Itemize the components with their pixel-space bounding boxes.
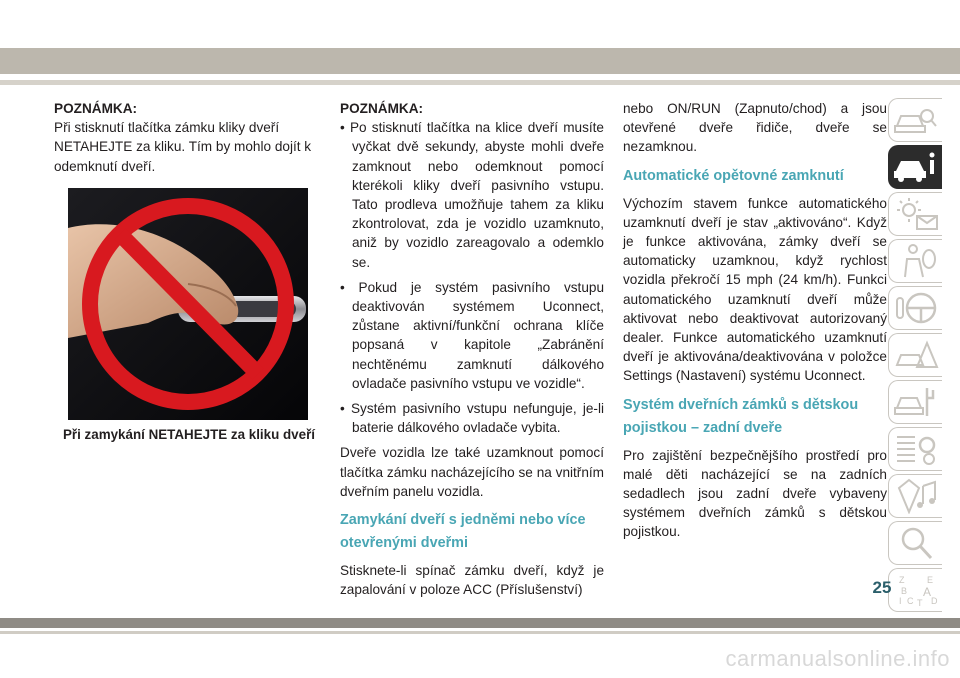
svg-text:C: C [907, 596, 914, 606]
tab-alphabet-index[interactable] [888, 568, 942, 612]
section-heading: Zamykání dveří s jedněmi nebo více otevřenými dveřmi [340, 512, 586, 552]
svg-text:D: D [931, 596, 938, 606]
column-2 [340, 99, 604, 605]
tab-steering-wheel[interactable] [888, 286, 942, 330]
airbag-person-icon [893, 243, 939, 279]
hazard-triangle-icon [893, 337, 939, 373]
tab-hazard[interactable] [888, 333, 942, 377]
note-bullet: • Systém pasivního vstupu nefunguje, je-li baterie dálkového ovladače vybita. [340, 401, 604, 436]
top-band [0, 48, 960, 74]
car-info-icon [893, 149, 939, 185]
chapter-tabs [888, 98, 944, 615]
steering-wheel-icon [893, 290, 939, 326]
bottom-rule [0, 631, 960, 634]
tab-settings-list[interactable] [888, 427, 942, 471]
note-bullet: • Pokud je systém pasivního vstupu deaktivován systémem Uconnect, zůstane aktivní/funkční ochrana klíče popsaná v kapitole „Zabránění nechtěnému zamknutí dálkového ovladače pasivního vstupu ve vozidle“. [340, 279, 604, 391]
note-bullet: • Po stisknutí tlačítka na klice dveří musíte vyčkat dvě sekundy, abyste mohli dveře zamknout nebo odemknout pomocí kterékoli kliky dveří pasivního vstupu. Tato prodleva umožňuje tahem za kliku zkontrolovat, zda je vozidlo uzamknuto, aniž by vozidlo zareagovalo a odemklo se. [340, 120, 604, 270]
svg-text:B: B [901, 586, 908, 596]
settings-list-icon [893, 431, 939, 467]
bottom-band [0, 618, 960, 628]
paragraph: Výchozím stavem funkce automatického uzamknutí dveří je stav „aktivováno“. Když je funkce aktivována, zámky dveří se automaticky uzamknou, když rychlost vozidla překročí 15 mph (24 km/h). Funkci automatického uzamknutí dveří může aktivovat nebo deaktivovat autorizovaný dealer. Funkce automatického uzamknutí dveří je aktivována/deaktivována v položce Settings (Nastavení) systému Uconnect. [623, 195, 887, 384]
search-icon [893, 525, 939, 561]
tab-airbag[interactable] [888, 239, 942, 283]
tab-car-info[interactable] [888, 145, 942, 189]
multimedia-icon [893, 478, 939, 514]
svg-text:Z: Z [899, 575, 905, 585]
note-heading: POZNÁMKA: [54, 101, 138, 116]
top-rule [0, 80, 960, 85]
svg-text:T: T [917, 598, 923, 608]
svg-text:E: E [927, 575, 934, 585]
photo-caption: Při zamykání NETAHEJTE za kliku dveří [62, 426, 316, 442]
section-heading: Automatické opětovné zamknutí [623, 167, 844, 184]
section-heading: Systém dveřních zámků s dětskou pojistkou – zadní dveře [623, 396, 859, 436]
note-text: Při stisknutí tlačítka zámku kliky dveří NETAHEJTE za kliku. Tím by mohlo dojít k odemknutí dveří. [54, 120, 312, 174]
tab-warning-lights[interactable] [888, 192, 942, 236]
car-tools-icon [893, 384, 939, 420]
paragraph: Dveře vozidla lze také uzamknout pomocí tlačítka zámku nacházejícího se na vnitřním dveřním panelu vozidla. [340, 445, 604, 499]
door-handle-photo [68, 188, 308, 420]
svg-text:A: A [923, 585, 932, 599]
watermark: carmanualsonline.info [725, 646, 950, 671]
column-1 [54, 99, 324, 443]
column-3 [623, 99, 887, 548]
alphabet-index-icon [893, 572, 939, 608]
tab-search[interactable] [888, 521, 942, 565]
tab-car-search[interactable] [888, 98, 942, 142]
car-search-icon [893, 102, 939, 138]
svg-text:I: I [899, 596, 902, 606]
no-pull-handle-illustration [68, 188, 308, 420]
note-heading: POZNÁMKA: [340, 101, 424, 116]
paragraph: Stisknete-li spínač zámku dveří, když je zapalování v poloze ACC (Příslušenství) [340, 563, 604, 598]
warning-lights-icon [893, 196, 939, 232]
paragraph: Pro zajištění bezpečnějšího prostředí pro malé děti nacházející se na zadních sedadlech jsou zadní dveře vybaveny systémem dveřních zámků s dětskou pojistkou. [623, 447, 887, 540]
paragraph: nebo ON/RUN (Zapnuto/chod) a jsou otevřené dveře řidiče, dveře se nezamknou. [623, 101, 887, 155]
page-number: 25 [872, 578, 892, 597]
tab-car-tools[interactable] [888, 380, 942, 424]
tab-multimedia[interactable] [888, 474, 942, 518]
